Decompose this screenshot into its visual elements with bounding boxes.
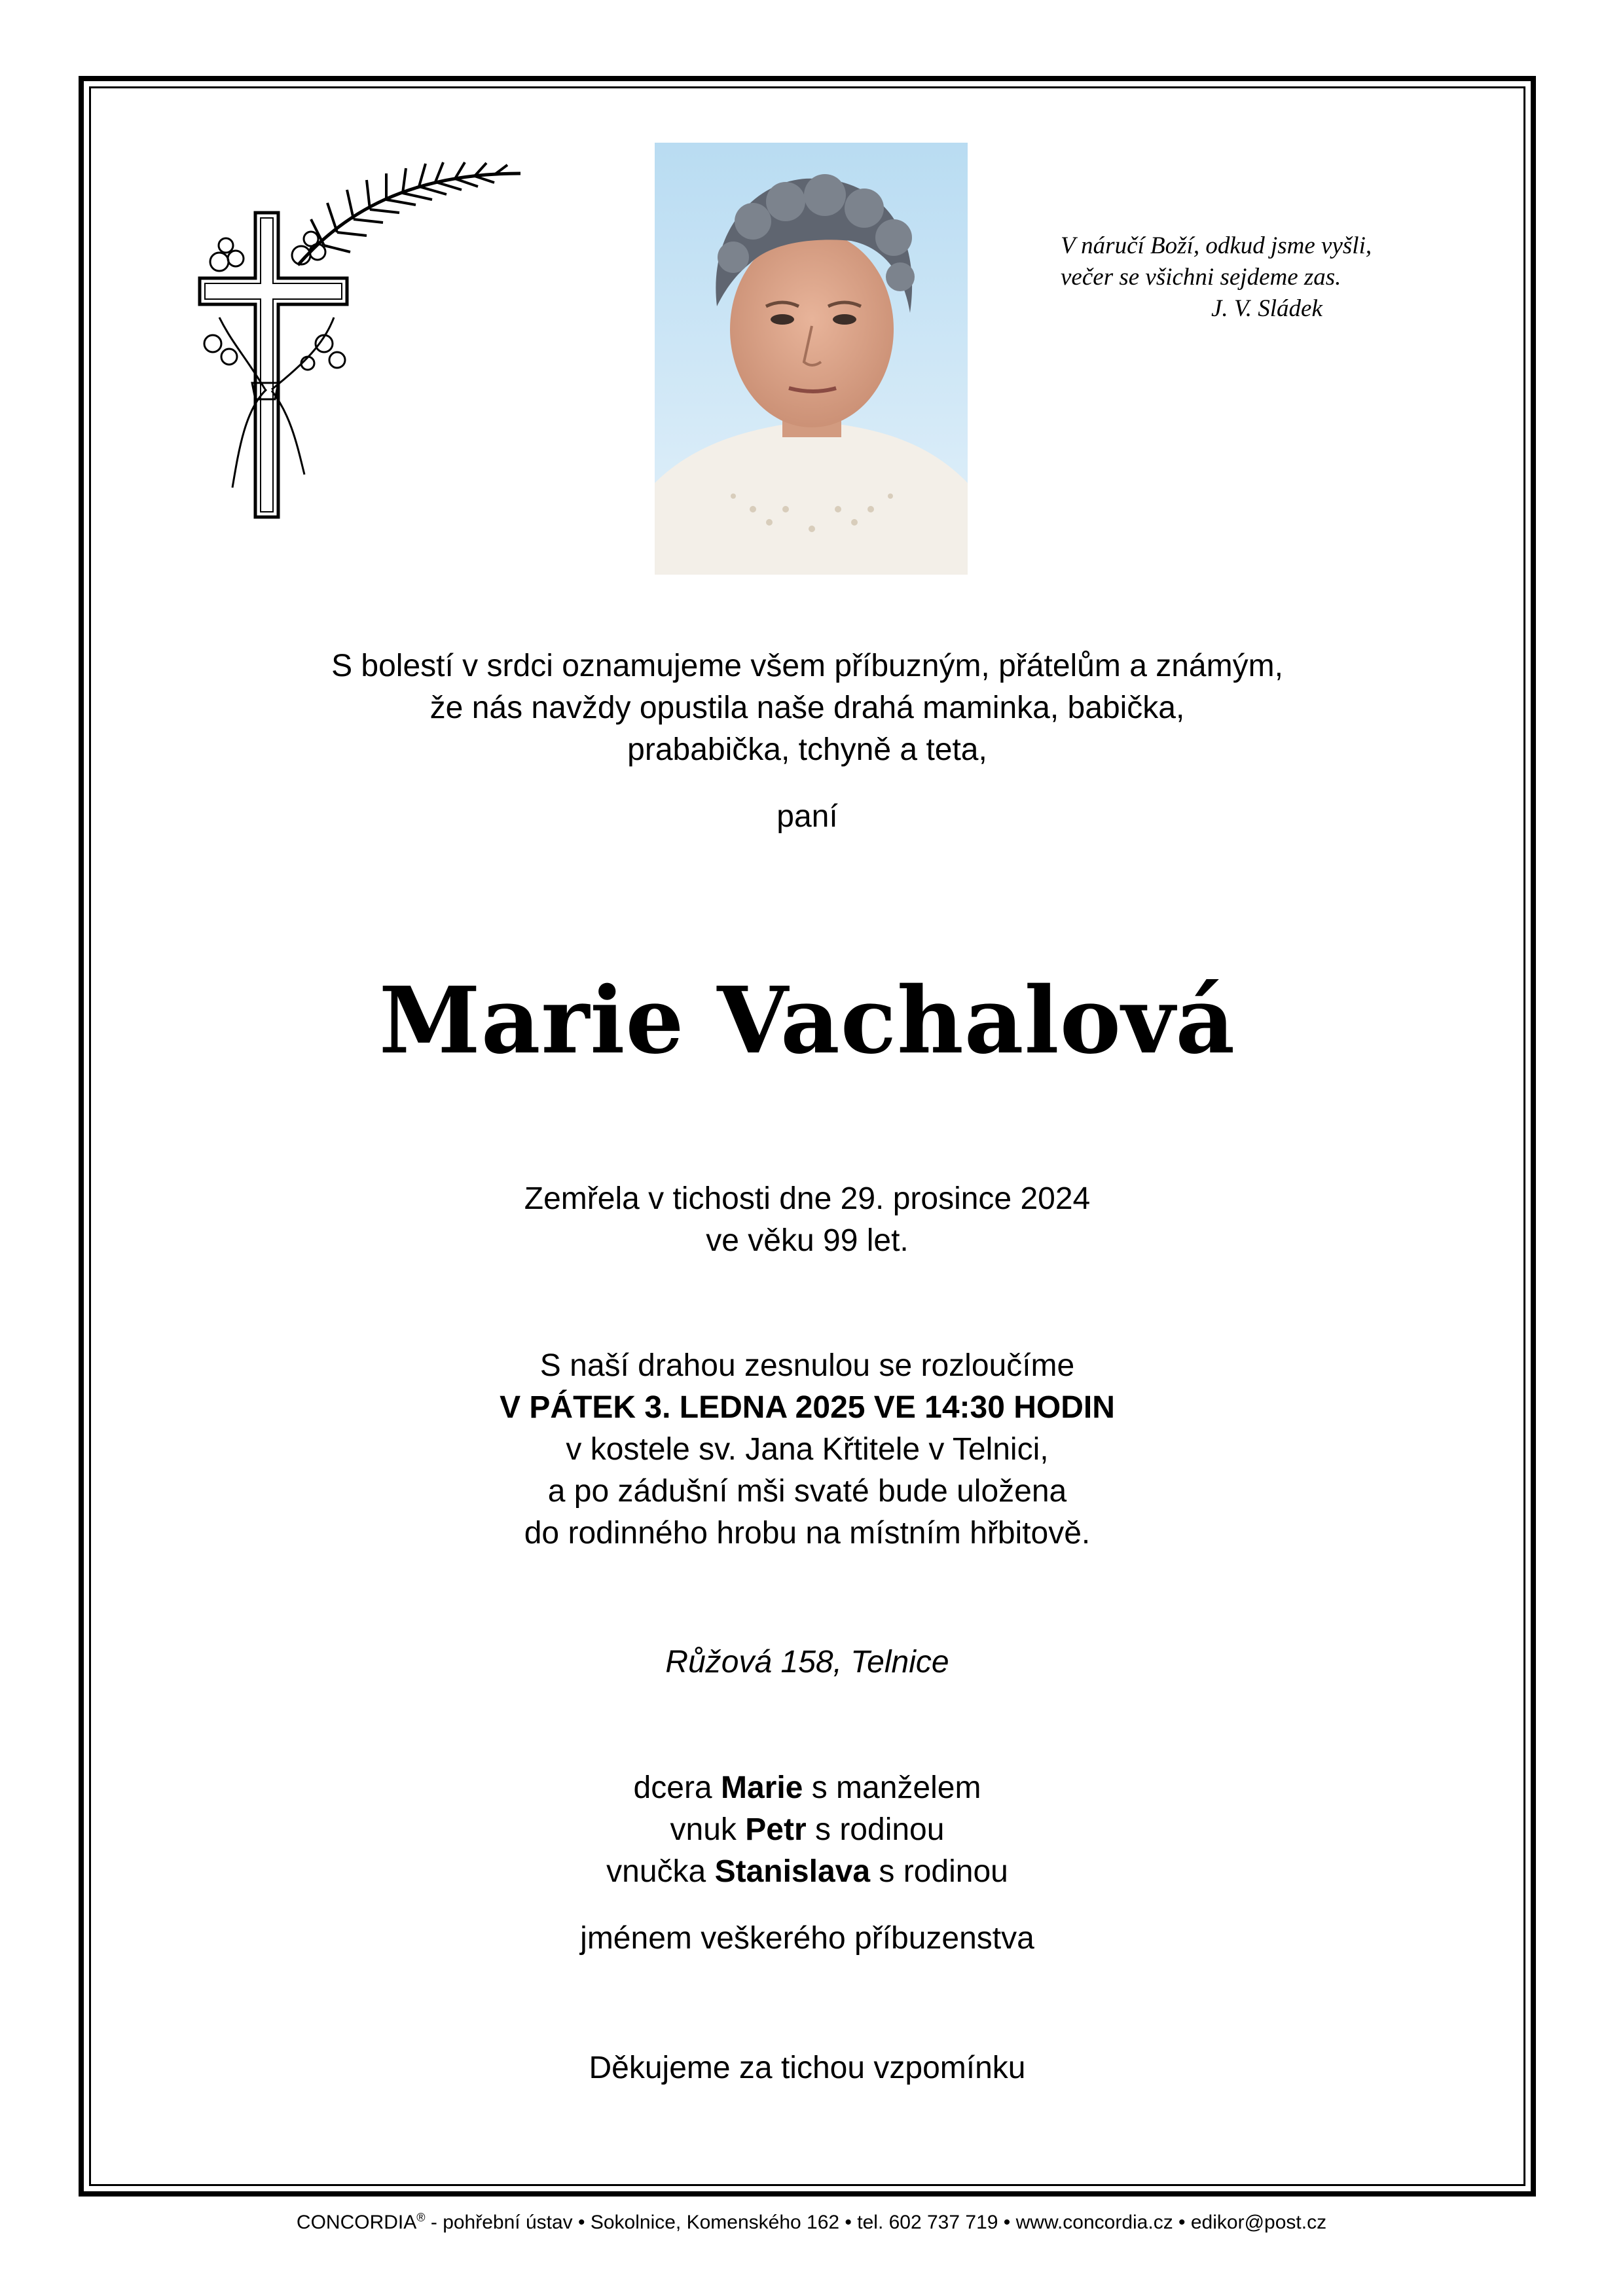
- mourner-relation: vnučka: [606, 1854, 706, 1889]
- death-info: [89, 1178, 1525, 1262]
- intro-line-2: že nás navždy opustila naše drahá maminka, babička,: [429, 691, 1185, 725]
- farewell-info: [89, 1345, 1525, 1554]
- mourner-relation: dcera: [633, 1770, 712, 1805]
- intro-line-3: prababička, tchyně a teta,: [627, 732, 987, 767]
- mourner-name: Marie: [720, 1770, 803, 1805]
- farewell-line-3: v kostele sv. Jana Křtitele v Telnici,: [566, 1432, 1049, 1467]
- mourner-relation: vnuk: [670, 1812, 737, 1847]
- footer: [0, 2204, 1623, 2236]
- farewell-line-4: a po zádušní mši svaté bude uložena: [547, 1474, 1067, 1509]
- mourner-name: Petr: [745, 1812, 807, 1847]
- announcement-intro: [89, 645, 1525, 771]
- registered-mark: ®: [416, 2211, 426, 2224]
- mourner-suffix: s rodinou: [879, 1854, 1008, 1889]
- footer-brand: CONCORDIA: [296, 2212, 417, 2233]
- address: Růžová 158, Telnice: [665, 1645, 949, 1679]
- poem-quote: [1061, 230, 1519, 325]
- farewell-datetime: V PÁTEK 3. LEDNA 2025 VE 14:30 HODIN: [500, 1390, 1115, 1425]
- mourner-suffix: s manželem: [811, 1770, 981, 1805]
- mourner-suffix: s rodinou: [814, 1812, 945, 1847]
- mourner-row: [89, 1809, 1525, 1851]
- mourner-row: [89, 1851, 1525, 1893]
- thanks-line: Děkujeme za tichou vzpomínku: [589, 2051, 1026, 2085]
- mourner-row: [89, 1767, 1525, 1809]
- age-line: ve věku 99 let.: [706, 1223, 909, 1258]
- farewell-line-1: S naší drahou zesnulou se rozloučíme: [539, 1348, 1075, 1383]
- death-date-line: Zemřela v tichosti dne 29. prosince 2024: [524, 1181, 1091, 1216]
- intro-line-1: S bolestí v srdci oznamujeme všem příbuzným, přátelům a známým,: [331, 649, 1283, 683]
- farewell-line-5: do rodinného hrobu na místním hřbitově.: [524, 1516, 1091, 1551]
- portrait-photo: [655, 143, 968, 575]
- salutation: paní: [776, 799, 838, 834]
- footer-text: - pohřební ústav • Sokolnice, Komenského 162 • tel. 602 737 719 • www.concordia.cz • edikor@post.cz: [425, 2212, 1327, 2233]
- mourners-list: [89, 1767, 1525, 1893]
- deceased-name: Marie Vachalová: [378, 967, 1236, 1075]
- quote-author: J. V. Sládek: [1211, 295, 1322, 322]
- quote-line-1: V náručí Boží, odkud jsme vyšli,: [1061, 232, 1372, 259]
- cross-with-palm-icon: [193, 147, 534, 530]
- quote-line-2: večer se všichni sejdeme zas.: [1061, 264, 1341, 291]
- mourner-name: Stanislava: [714, 1854, 871, 1889]
- on-behalf-line: jménem veškerého příbuzenstva: [580, 1921, 1034, 1956]
